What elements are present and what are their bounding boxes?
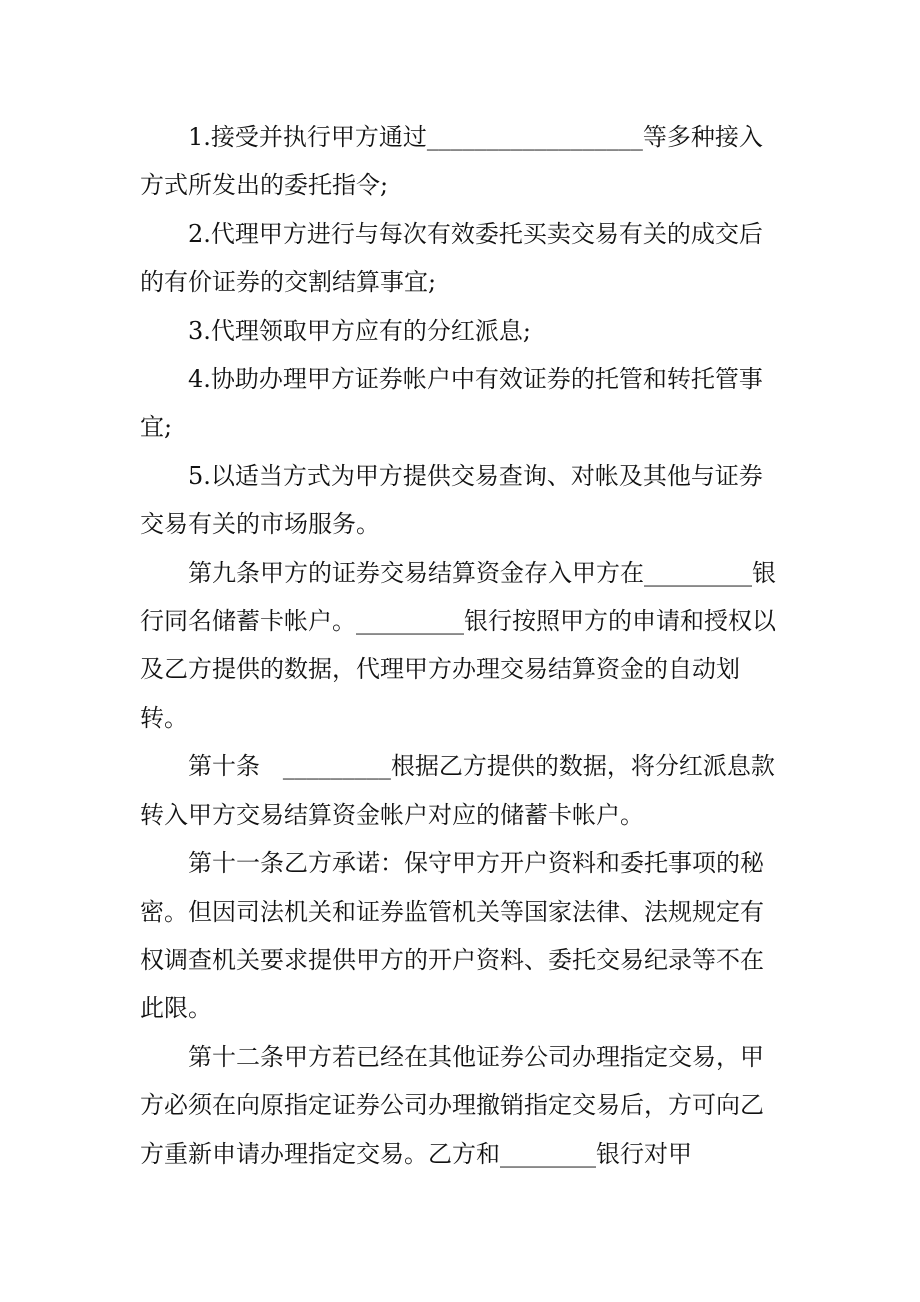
article-11: 第十一条乙方承诺：保守甲方开户资料和委托事项的秘密。但因司法机关和证券监管机关等国家法律、法规规定有权调查机关要求提供甲方的开户资料、委托交易纪录等不在此限。 — [140, 849, 764, 1023]
clause-item-5: 5.以适当方式为甲方提供交易查询、对帐及其他与证券交易有关的市场服务。 — [140, 461, 763, 539]
clause-item-1: 1.接受并执行甲方通过__________________等多种接入方式所发出的委托指令; — [140, 123, 763, 200]
article-9: 第九条甲方的证券交易结算资金存入甲方在_________银行同名储蓄卡帐户。_________银行按照甲方的申请和授权以及乙方提供的数据，代理甲方办理交易结算资金的自动划转。 — [140, 558, 776, 732]
clause-item-3: 3.代理领取甲方应有的分红派息; — [188, 316, 531, 345]
clause-item-4: 4.协助办理甲方证券帐户中有效证券的托管和转托管事宜; — [140, 365, 763, 442]
article-10: 第十条 _________根据乙方提供的数据，将分红派息款转入甲方交易结算资金帐户对应的储蓄卡帐户。 — [140, 752, 775, 829]
article-12: 第十二条甲方若已经在其他证券公司办理指定交易，甲方必须在向原指定证券公司办理撤销指定交易后，方可向乙方重新申请办理指定交易。乙方和________银行对甲 — [140, 1042, 764, 1168]
clause-item-2: 2.代理甲方进行与每次有效委托买卖交易有关的成交后的有价证券的交割结算事宜; — [140, 219, 763, 297]
document-body — [140, 113, 780, 1178]
